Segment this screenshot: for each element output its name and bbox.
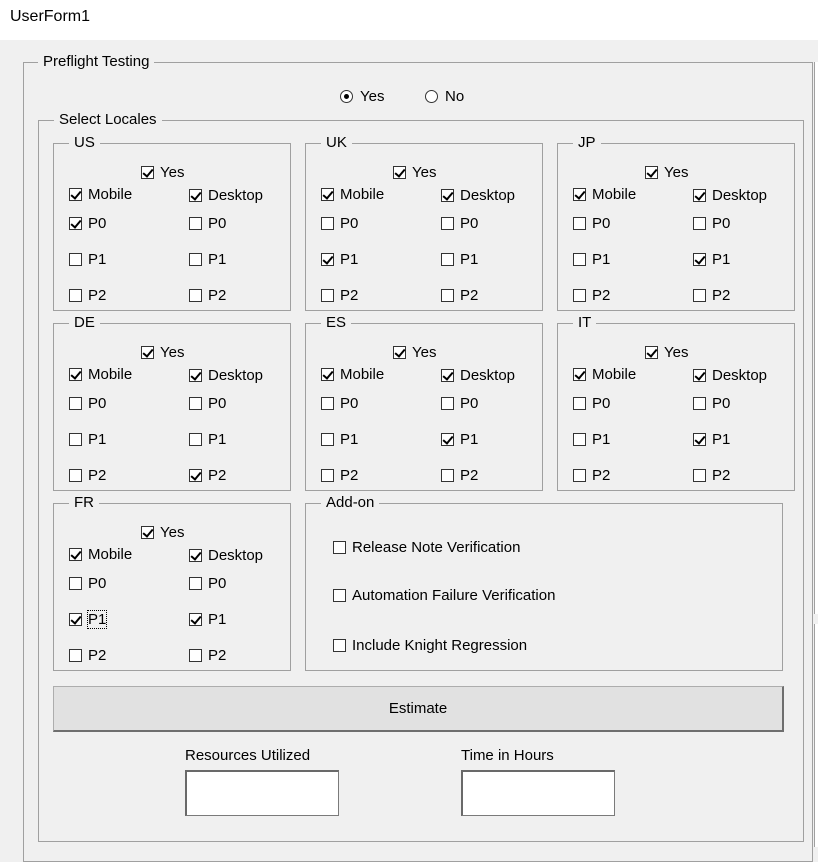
locale-it-desktop-p2-checkbox-label: P2 (712, 466, 731, 484)
locale-uk-desktop-checkbox[interactable] (441, 185, 515, 205)
locale-us-mobile-p1-checkbox[interactable] (69, 249, 106, 269)
locale-fr-yes-checkbox-box (141, 526, 154, 539)
locale-fr-mobile-p2-checkbox[interactable] (69, 645, 106, 665)
locale-uk-mobile-p0-checkbox-label: P0 (340, 214, 359, 232)
locale-us-desktop-p0-checkbox-label: P0 (208, 214, 227, 232)
locale-it-mobile-p2-checkbox[interactable] (573, 465, 610, 485)
locale-de-yes-checkbox-box (141, 346, 154, 359)
locale-it-mobile-p1-checkbox-label: P1 (592, 430, 611, 448)
locale-de-mobile-p1-checkbox-label: P1 (88, 430, 107, 448)
locale-fr-mobile-p0-checkbox-label: P0 (88, 574, 107, 592)
locale-de-yes-checkbox[interactable] (141, 342, 184, 362)
locale-jp-mobile-p1-checkbox[interactable] (573, 249, 610, 269)
locale-it-desktop-p0-checkbox-label: P0 (712, 394, 731, 412)
locale-us-mobile-checkbox[interactable] (69, 184, 132, 204)
release-note-verification-checkbox-label: Release Note Verification (352, 538, 521, 556)
locale-us-desktop-p0-checkbox-box (189, 217, 202, 230)
locale-de-desktop-p1-checkbox-box (189, 433, 202, 446)
locale-it-mobile-p0-checkbox-box (573, 397, 586, 410)
locale-de-mobile-p2-checkbox-label: P2 (88, 466, 107, 484)
locale-de-desktop-p1-checkbox-label: P1 (208, 430, 227, 448)
locale-es-mobile-p2-checkbox[interactable] (321, 465, 358, 485)
locale-jp-desktop-p1-checkbox[interactable] (693, 249, 730, 269)
locale-jp-mobile-p1-checkbox-box (573, 253, 586, 266)
locale-fr-mobile-p2-checkbox-box (69, 649, 82, 662)
locale-uk-mobile-p1-checkbox[interactable] (321, 249, 358, 269)
locale-caption-it: IT (573, 313, 596, 333)
locale-caption-jp: JP (573, 133, 601, 153)
select-locales-caption: Select Locales (54, 110, 162, 130)
locale-es-yes-checkbox[interactable] (393, 342, 436, 362)
estimate-button[interactable]: Estimate (53, 686, 784, 732)
locale-it-mobile-p0-checkbox-label: P0 (592, 394, 611, 412)
locale-jp-desktop-p0-checkbox-box (693, 217, 706, 230)
locale-jp-mobile-p0-checkbox-box (573, 217, 586, 230)
locale-caption-us: US (69, 133, 100, 153)
locale-fr-desktop-p1-checkbox-label: P1 (208, 610, 227, 628)
locale-uk-mobile-p0-checkbox[interactable] (321, 213, 358, 233)
right-edge-bottom (814, 624, 818, 847)
window-title: UserForm1 (10, 8, 91, 25)
locale-es-yes-checkbox-box (393, 346, 406, 359)
locale-es-desktop-p2-checkbox-box (441, 469, 454, 482)
include-knight-regression-checkbox-box (333, 639, 346, 652)
locale-us-mobile-p0-checkbox-label: P0 (88, 214, 107, 232)
locale-es-mobile-p0-checkbox[interactable] (321, 393, 358, 413)
locale-us-mobile-p0-checkbox-box (69, 217, 82, 230)
locale-de-desktop-p0-checkbox[interactable] (189, 393, 226, 413)
locale-us-mobile-p0-checkbox[interactable] (69, 213, 106, 233)
locale-es-desktop-p2-checkbox[interactable] (441, 465, 478, 485)
locale-us-desktop-checkbox-box (189, 189, 202, 202)
locale-jp-desktop-checkbox-label: Desktop (712, 186, 768, 204)
locale-jp-desktop-checkbox-box (693, 189, 706, 202)
locale-jp-desktop-p2-checkbox[interactable] (693, 285, 730, 305)
locale-uk-desktop-p1-checkbox-label: P1 (460, 250, 479, 268)
locale-us-mobile-p1-checkbox-label: P1 (88, 250, 107, 268)
locale-uk-mobile-p0-checkbox-box (321, 217, 334, 230)
locale-de-mobile-p2-checkbox-box (69, 469, 82, 482)
locale-de-mobile-p1-checkbox-box (69, 433, 82, 446)
locale-uk-desktop-p2-checkbox[interactable] (441, 285, 478, 305)
locale-de-desktop-p2-checkbox-box (189, 469, 202, 482)
locale-uk-desktop-checkbox-label: Desktop (460, 186, 516, 204)
locale-it-yes-checkbox-label: Yes (664, 343, 689, 361)
locale-jp-yes-checkbox[interactable] (645, 162, 688, 182)
locale-us-desktop-p1-checkbox-box (189, 253, 202, 266)
locale-fr-mobile-checkbox[interactable] (69, 544, 132, 564)
locale-jp-yes-checkbox-label: Yes (664, 163, 689, 181)
locale-jp-mobile-p0-checkbox-label: P0 (592, 214, 611, 232)
locale-it-mobile-p0-checkbox[interactable] (573, 393, 610, 413)
locale-es-mobile-p1-checkbox-box (321, 433, 334, 446)
locale-us-desktop-p0-checkbox[interactable] (189, 213, 226, 233)
locale-de-mobile-checkbox[interactable] (69, 364, 132, 384)
locale-us-yes-checkbox-label: Yes (160, 163, 185, 181)
locale-de-desktop-checkbox-box (189, 369, 202, 382)
locale-uk-yes-checkbox[interactable] (393, 162, 436, 182)
locale-fr-mobile-p0-checkbox[interactable] (69, 573, 106, 593)
locale-it-mobile-p2-checkbox-label: P2 (592, 466, 611, 484)
locale-fr-desktop-p2-checkbox[interactable] (189, 645, 226, 665)
locale-uk-mobile-checkbox-label: Mobile (340, 185, 385, 203)
locale-uk-yes-checkbox-box (393, 166, 406, 179)
locale-caption-es: ES (321, 313, 351, 333)
locale-it-desktop-checkbox[interactable] (693, 365, 767, 385)
locale-es-desktop-p0-checkbox[interactable] (441, 393, 478, 413)
include-knight-regression-checkbox-label: Include Knight Regression (352, 636, 528, 654)
locale-jp-mobile-checkbox-box (573, 188, 586, 201)
locale-us-desktop-p1-checkbox[interactable] (189, 249, 226, 269)
locale-jp-desktop-p2-checkbox-box (693, 289, 706, 302)
locale-us-mobile-checkbox-box (69, 188, 82, 201)
locale-jp-mobile-checkbox[interactable] (573, 184, 636, 204)
locale-uk-desktop-checkbox-box (441, 189, 454, 202)
locale-fr-mobile-checkbox-label: Mobile (88, 545, 133, 563)
locale-fr-mobile-checkbox-box (69, 548, 82, 561)
locale-de-mobile-p2-checkbox[interactable] (69, 465, 106, 485)
locale-it-yes-checkbox-box (645, 346, 658, 359)
preflight-no-radio[interactable] (425, 86, 464, 106)
preflight-no-label: No (445, 87, 465, 105)
locale-de-desktop-p2-checkbox[interactable] (189, 465, 226, 485)
locale-es-mobile-p2-checkbox-box (321, 469, 334, 482)
locale-us-yes-checkbox[interactable] (141, 162, 184, 182)
addon-caption: Add-on (321, 493, 379, 513)
locale-it-yes-checkbox[interactable] (645, 342, 688, 362)
locale-jp-mobile-checkbox-label: Mobile (592, 185, 637, 203)
locale-uk-mobile-p1-checkbox-box (321, 253, 334, 266)
locale-us-mobile-checkbox-label: Mobile (88, 185, 133, 203)
preflight-caption: Preflight Testing (38, 52, 154, 72)
locale-fr-mobile-p2-checkbox-label: P2 (88, 646, 107, 664)
locale-it-desktop-p1-checkbox[interactable] (693, 429, 730, 449)
locale-fr-desktop-checkbox-label: Desktop (208, 546, 264, 564)
locale-it-mobile-checkbox[interactable] (573, 364, 636, 384)
locale-jp-desktop-p0-checkbox[interactable] (693, 213, 730, 233)
locale-fr-mobile-p1-checkbox-box (69, 613, 82, 626)
locale-us-mobile-p2-checkbox-box (69, 289, 82, 302)
locale-fr-desktop-p0-checkbox[interactable] (189, 573, 226, 593)
locale-uk-mobile-p2-checkbox-label: P2 (340, 286, 359, 304)
locale-it-mobile-checkbox-label: Mobile (592, 365, 637, 383)
locale-fr-desktop-p2-checkbox-label: P2 (208, 646, 227, 664)
locale-jp-desktop-checkbox[interactable] (693, 185, 767, 205)
release-note-verification-checkbox[interactable] (333, 537, 520, 557)
resources-utilized-label: Resources Utilized (185, 747, 311, 764)
locale-es-mobile-p0-checkbox-label: P0 (340, 394, 359, 412)
locale-jp-desktop-p2-checkbox-label: P2 (712, 286, 731, 304)
locale-es-mobile-p2-checkbox-label: P2 (340, 466, 359, 484)
locale-de-mobile-p1-checkbox[interactable] (69, 429, 106, 449)
locale-us-desktop-p2-checkbox-box (189, 289, 202, 302)
locale-it-desktop-checkbox-label: Desktop (712, 366, 768, 384)
locale-uk-yes-checkbox-label: Yes (412, 163, 437, 181)
locale-it-mobile-p1-checkbox[interactable] (573, 429, 610, 449)
locale-it-desktop-p1-checkbox-box (693, 433, 706, 446)
locale-uk-desktop-p0-checkbox-box (441, 217, 454, 230)
locale-jp-mobile-p0-checkbox[interactable] (573, 213, 610, 233)
locale-fr-desktop-p0-checkbox-label: P0 (208, 574, 227, 592)
automation-failure-verification-checkbox[interactable] (333, 585, 555, 605)
locale-es-desktop-checkbox-box (441, 369, 454, 382)
locale-it-mobile-checkbox-box (573, 368, 586, 381)
locale-es-mobile-checkbox-label: Mobile (340, 365, 385, 383)
locale-caption-fr: FR (69, 493, 99, 513)
title-bar (0, 0, 818, 40)
locale-it-desktop-p0-checkbox-box (693, 397, 706, 410)
locale-fr-yes-checkbox[interactable] (141, 522, 184, 542)
locale-fr-desktop-p2-checkbox-box (189, 649, 202, 662)
automation-failure-verification-checkbox-label: Automation Failure Verification (352, 586, 556, 604)
locale-fr-yes-checkbox-label: Yes (160, 523, 185, 541)
locale-fr-desktop-p0-checkbox-box (189, 577, 202, 590)
locale-it-desktop-p2-checkbox-box (693, 469, 706, 482)
locale-us-yes-checkbox-box (141, 166, 154, 179)
time-in-hours-input[interactable] (461, 770, 615, 816)
locale-fr-mobile-p0-checkbox-box (69, 577, 82, 590)
locale-es-yes-checkbox-label: Yes (412, 343, 437, 361)
locale-fr-mobile-p1-checkbox-label: P1 (88, 610, 107, 628)
locale-de-desktop-p1-checkbox[interactable] (189, 429, 226, 449)
locale-de-mobile-p0-checkbox-box (69, 397, 82, 410)
locale-it-mobile-p2-checkbox-box (573, 469, 586, 482)
locale-de-mobile-p0-checkbox[interactable] (69, 393, 106, 413)
locale-us-desktop-p2-checkbox-label: P2 (208, 286, 227, 304)
automation-failure-verification-checkbox-box (333, 589, 346, 602)
release-note-verification-checkbox-box (333, 541, 346, 554)
locale-jp-mobile-p2-checkbox-box (573, 289, 586, 302)
locale-de-desktop-p2-checkbox-label: P2 (208, 466, 227, 484)
locale-it-desktop-p1-checkbox-label: P1 (712, 430, 731, 448)
locale-fr-mobile-p1-checkbox[interactable] (69, 609, 106, 629)
locale-es-desktop-p1-checkbox[interactable] (441, 429, 478, 449)
resources-utilized-input[interactable] (185, 770, 339, 816)
locale-us-desktop-p2-checkbox[interactable] (189, 285, 226, 305)
locale-es-desktop-p1-checkbox-box (441, 433, 454, 446)
locale-jp-mobile-p2-checkbox[interactable] (573, 285, 610, 305)
locale-uk-desktop-p1-checkbox[interactable] (441, 249, 478, 269)
locale-uk-desktop-p0-checkbox[interactable] (441, 213, 478, 233)
locale-uk-mobile-checkbox[interactable] (321, 184, 384, 204)
locale-uk-desktop-p2-checkbox-box (441, 289, 454, 302)
locale-us-mobile-p2-checkbox[interactable] (69, 285, 106, 305)
locale-es-mobile-p1-checkbox-label: P1 (340, 430, 359, 448)
locale-jp-mobile-p2-checkbox-label: P2 (592, 286, 611, 304)
locale-es-mobile-checkbox[interactable] (321, 364, 384, 384)
locale-fr-desktop-checkbox-box (189, 549, 202, 562)
locale-es-desktop-p2-checkbox-label: P2 (460, 466, 479, 484)
locale-us-mobile-p2-checkbox-label: P2 (88, 286, 107, 304)
locale-us-desktop-checkbox[interactable] (189, 185, 263, 205)
locale-de-yes-checkbox-label: Yes (160, 343, 185, 361)
locale-es-mobile-checkbox-box (321, 368, 334, 381)
locale-caption-de: DE (69, 313, 100, 333)
locale-uk-mobile-p2-checkbox-box (321, 289, 334, 302)
locale-es-desktop-checkbox[interactable] (441, 365, 515, 385)
locale-it-mobile-p1-checkbox-box (573, 433, 586, 446)
locale-jp-desktop-p1-checkbox-label: P1 (712, 250, 731, 268)
locale-it-desktop-p0-checkbox[interactable] (693, 393, 730, 413)
locale-de-mobile-checkbox-box (69, 368, 82, 381)
locale-es-mobile-p0-checkbox-box (321, 397, 334, 410)
locale-uk-desktop-p2-checkbox-label: P2 (460, 286, 479, 304)
locale-de-desktop-p0-checkbox-label: P0 (208, 394, 227, 412)
locale-us-desktop-checkbox-label: Desktop (208, 186, 264, 204)
locale-uk-mobile-p2-checkbox[interactable] (321, 285, 358, 305)
locale-de-mobile-p0-checkbox-label: P0 (88, 394, 107, 412)
locale-jp-desktop-p0-checkbox-label: P0 (712, 214, 731, 232)
preflight-yes-radio[interactable] (340, 86, 384, 106)
locale-us-desktop-p1-checkbox-label: P1 (208, 250, 227, 268)
locale-es-mobile-p1-checkbox[interactable] (321, 429, 358, 449)
locale-uk-desktop-p1-checkbox-box (441, 253, 454, 266)
time-in-hours-label: Time in Hours (461, 747, 554, 764)
locale-fr-desktop-p1-checkbox[interactable] (189, 609, 226, 629)
locale-it-desktop-p2-checkbox[interactable] (693, 465, 730, 485)
locale-caption-uk: UK (321, 133, 352, 153)
locale-jp-yes-checkbox-box (645, 166, 658, 179)
locale-de-desktop-checkbox-label: Desktop (208, 366, 264, 384)
locale-it-desktop-checkbox-box (693, 369, 706, 382)
locale-es-desktop-p0-checkbox-box (441, 397, 454, 410)
locale-uk-desktop-p0-checkbox-label: P0 (460, 214, 479, 232)
locale-es-desktop-checkbox-label: Desktop (460, 366, 516, 384)
locale-us-mobile-p1-checkbox-box (69, 253, 82, 266)
preflight-yes-label: Yes (360, 87, 385, 105)
locale-fr-desktop-p1-checkbox-box (189, 613, 202, 626)
locale-jp-mobile-p1-checkbox-label: P1 (592, 250, 611, 268)
radio-no-circle (425, 90, 438, 103)
radio-yes-circle (340, 90, 353, 103)
right-edge-top (814, 62, 818, 614)
locale-es-desktop-p0-checkbox-label: P0 (460, 394, 479, 412)
locale-uk-mobile-checkbox-box (321, 188, 334, 201)
include-knight-regression-checkbox[interactable] (333, 635, 527, 655)
locale-fr-desktop-checkbox[interactable] (189, 545, 263, 565)
locale-es-desktop-p1-checkbox-label: P1 (460, 430, 479, 448)
locale-de-desktop-p0-checkbox-box (189, 397, 202, 410)
locale-jp-desktop-p1-checkbox-box (693, 253, 706, 266)
locale-de-mobile-checkbox-label: Mobile (88, 365, 133, 383)
locale-uk-mobile-p1-checkbox-label: P1 (340, 250, 359, 268)
locale-de-desktop-checkbox[interactable] (189, 365, 263, 385)
